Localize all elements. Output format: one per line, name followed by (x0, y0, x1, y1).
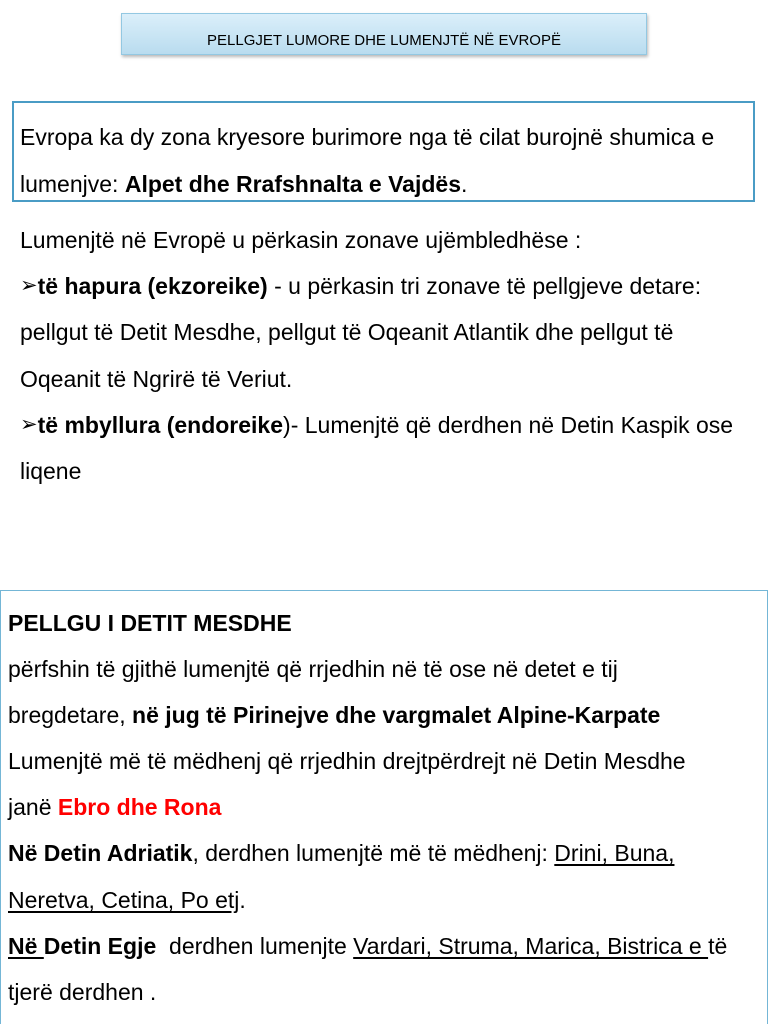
basin-heading-line (8, 600, 767, 646)
aegean-text-2: tjerë derdhen . (8, 978, 157, 1005)
aegean-text: derdhen lumenjte (156, 932, 354, 959)
slide-title-box (121, 13, 647, 55)
source-zones-box (12, 101, 755, 202)
intro-end: . (461, 170, 468, 197)
intro-text-1: Evropa ka dy zona kryesore burimore nga të cilat burojnë shumica e (20, 124, 715, 150)
basin-desc-line-1 (8, 646, 767, 692)
adriatic-line-1 (8, 830, 767, 876)
aegean-line-2 (8, 969, 767, 1015)
largest-rivers-names: Ebro dhe Rona (57, 794, 222, 821)
open-zone-term: të hapura (ekzoreike) (37, 273, 268, 300)
intro-text-2: lumenjve: (20, 170, 125, 197)
open-zone-line-3 (20, 356, 760, 402)
intro-line-1 (20, 114, 753, 161)
aegean-label: Detin Egje (43, 932, 157, 959)
zones-intro-line (20, 217, 760, 263)
aegean-tail: të (708, 932, 728, 959)
mediterranean-basin-box (0, 590, 768, 1024)
zones-intro: Lumenjtë në Evropë u përkasin zonave ujëmbledhëse : (20, 227, 582, 253)
adriatic-rivers-2: Neretva, Cetina, Po etj (8, 886, 240, 913)
intro-line-2 (20, 161, 753, 208)
slide-title: PELLGJET LUMORE DHE LUMENJTË NË EVROPË (207, 32, 561, 49)
basin-heading: PELLGU I DETIT MESDHE (8, 610, 292, 636)
open-zone-line-2 (20, 309, 760, 355)
adriatic-label: Në Detin Adriatik (8, 840, 193, 867)
closed-zone-text-2: liqene (20, 457, 82, 484)
largest-rivers-line-1 (8, 738, 767, 784)
closed-zone-text-1: )- Lumenjtë që derdhen në Detin Kaspik ose (283, 411, 734, 438)
basin-boundary: në jug të Pirinejve dhe vargmalet Alpine-Karpate (132, 702, 661, 729)
arrow-bullet-icon: ➢ (20, 273, 38, 298)
basin-desc-line-2 (8, 692, 767, 738)
adriatic-rivers-1: Drini, Buna, (554, 840, 675, 867)
open-zone-text-2: pellgut të Detit Mesdhe, pellgut të Oqeanit Atlantik dhe pellgut të (20, 319, 674, 346)
source-regions: Alpet dhe Rrafshnalta e Vajdës (124, 170, 461, 197)
aegean-rivers: Vardari, Struma, Marica, Bistrica e (353, 932, 709, 959)
largest-rivers-text: Lumenjtë më të mëdhenj që rrjedhin drejtpërdrejt në Detin Mesdhe (8, 748, 686, 775)
catchment-zones-section (20, 217, 760, 494)
adriatic-end: . (239, 886, 246, 913)
open-zone-line-1 (20, 263, 760, 309)
aegean-label-prefix: Në (8, 932, 44, 959)
arrow-bullet-icon: ➢ (20, 411, 38, 436)
largest-rivers-line-2 (8, 784, 767, 830)
open-zone-text-3: Oqeanit të Ngrirë të Veriut. (20, 365, 293, 392)
adriatic-text: , derdhen lumenjtë më të mëdhenj: (192, 840, 555, 867)
basin-desc-2: bregdetare, (8, 702, 133, 729)
largest-rivers-prefix: janë (8, 794, 58, 821)
closed-zone-line-2 (20, 448, 760, 494)
closed-zone-term: të mbyllura (endoreike (37, 411, 284, 438)
aegean-line-1 (8, 923, 767, 969)
adriatic-line-2 (8, 877, 767, 923)
open-zone-text-1: - u përkasin tri zonave të pellgjeve detare: (267, 273, 702, 300)
basin-desc-1: përfshin të gjithë lumenjtë që rrjedhin në të ose në detet e tij (8, 656, 618, 683)
closed-zone-line-1 (20, 402, 760, 448)
